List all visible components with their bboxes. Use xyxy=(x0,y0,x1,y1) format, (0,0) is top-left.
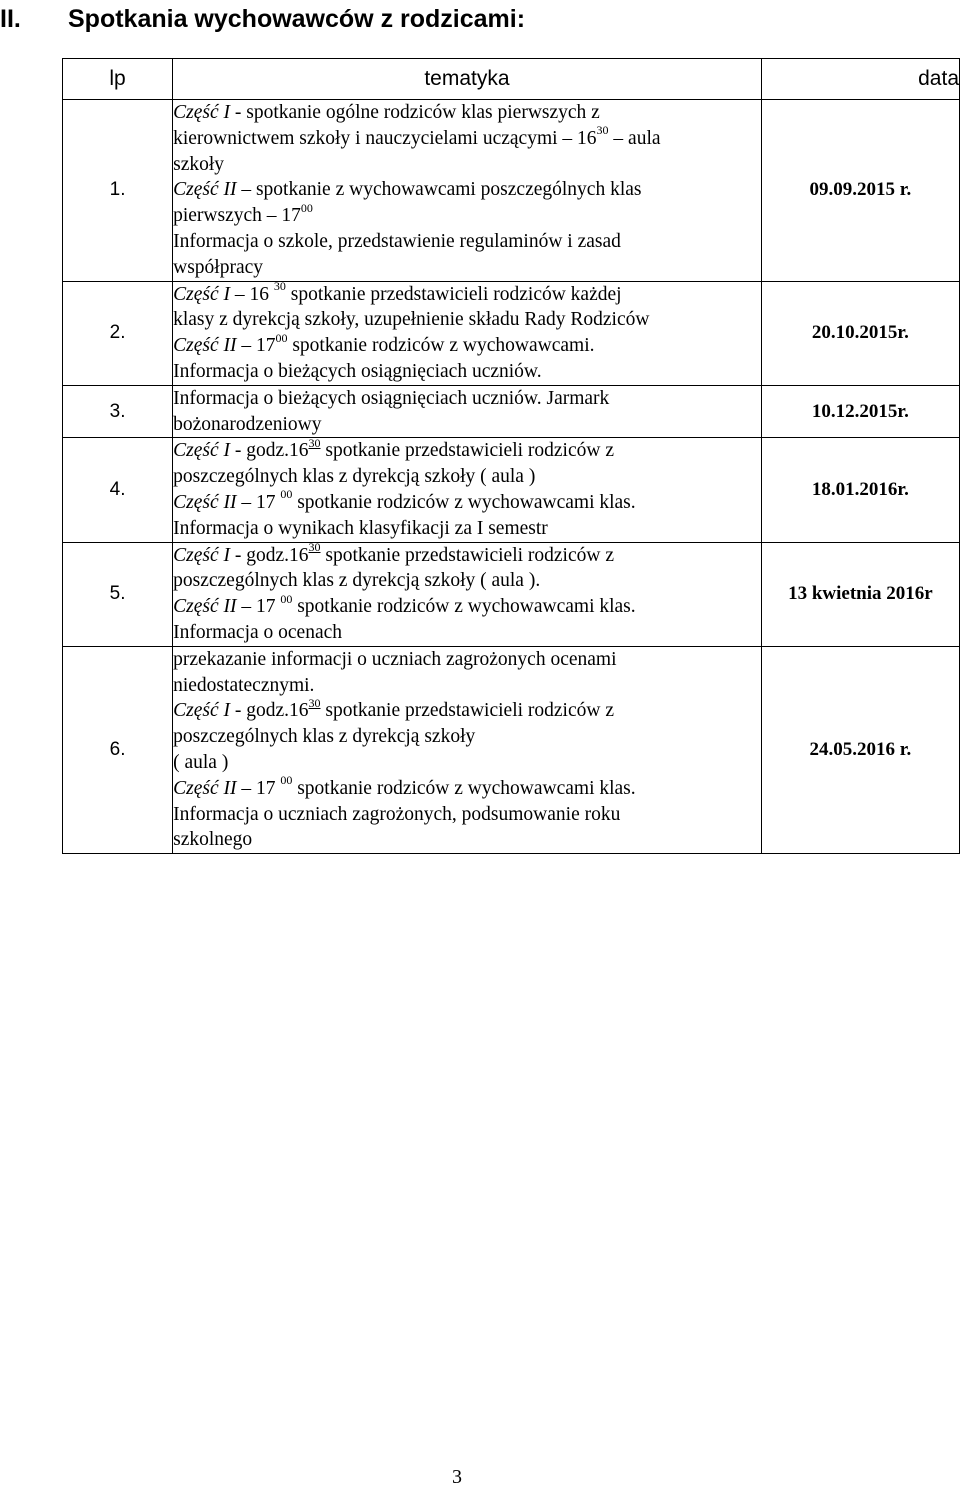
topic-text: niedostatecznymi. xyxy=(173,674,315,696)
topic-text-tail: spotkanie rodziców z wychowawcami. xyxy=(287,335,595,357)
topic-text: - godz.16 xyxy=(229,700,309,722)
part-label: Część II xyxy=(173,596,237,618)
table-row xyxy=(63,646,960,853)
topic-line xyxy=(173,487,761,516)
topic-line xyxy=(173,330,761,359)
topic-line xyxy=(173,647,761,673)
time-minutes: 00 xyxy=(280,591,293,606)
topic-text: – spotkanie z wychowawcami poszczególnych klas xyxy=(236,179,642,201)
topic-text: – 17 xyxy=(236,596,281,618)
table-row xyxy=(63,438,960,542)
topic-text: Informacja o bieżących osiągnięciach uczniów. xyxy=(173,360,542,382)
page-number: 3 xyxy=(452,1466,462,1488)
time-minutes: 00 xyxy=(280,773,293,788)
part-label: Część I xyxy=(173,544,230,566)
topic-text: poszczególnych klas z dyrekcją szkoły ( aula ). xyxy=(173,570,541,592)
topic-text: kierownictwem szkoły i nauczycielami uczącymi – 16 xyxy=(173,127,597,149)
row-tematyka xyxy=(173,385,762,438)
row-tematyka xyxy=(173,646,762,853)
part-label: Część II xyxy=(173,777,237,799)
time-minutes: 30 xyxy=(308,540,321,555)
topic-line xyxy=(173,620,761,646)
topic-text: szkoły xyxy=(173,153,225,175)
row-lp: 1. xyxy=(63,100,173,282)
topic-line xyxy=(173,255,761,281)
topic-line xyxy=(173,724,761,750)
topic-line xyxy=(173,750,761,776)
topic-text: Informacja o bieżących osiągnięciach uczniów. Jarmark xyxy=(173,387,610,409)
topic-line xyxy=(173,200,761,229)
topic-line xyxy=(173,464,761,490)
topic-line xyxy=(173,435,761,464)
row-tematyka xyxy=(173,542,762,646)
topic-text: poszczególnych klas z dyrekcją szkoły xyxy=(173,726,476,748)
topic-line xyxy=(173,568,761,594)
part-label: Część II xyxy=(173,491,237,513)
row-tematyka xyxy=(173,100,762,282)
topic-line xyxy=(173,229,761,255)
topic-text: pierwszych – 17 xyxy=(173,205,301,227)
section-heading xyxy=(0,0,960,40)
part-label: Część II xyxy=(173,179,237,201)
row-date: 18.01.2016r. xyxy=(761,438,959,542)
topic-text: – 17 xyxy=(236,335,276,357)
section-number: II. xyxy=(0,5,21,33)
table-header-row xyxy=(63,59,960,100)
time-minutes: 30 xyxy=(273,279,286,294)
row-lp: 4. xyxy=(63,438,173,542)
topic-line xyxy=(173,386,761,412)
topic-line xyxy=(173,177,761,203)
topic-line xyxy=(173,359,761,385)
row-date: 20.10.2015r. xyxy=(761,281,959,385)
topic-line xyxy=(173,673,761,699)
part-label: Część I xyxy=(173,283,230,305)
header-tematyka: tematyka xyxy=(173,59,762,100)
row-tematyka xyxy=(173,281,762,385)
row-lp: 3. xyxy=(63,385,173,438)
topic-line xyxy=(173,123,761,152)
section-title: Spotkania wychowawców z rodzicami: xyxy=(68,5,526,33)
topic-text: Informacja o wynikach klasyfikacji za I semestr xyxy=(173,517,548,539)
topic-line xyxy=(173,827,761,853)
header-data: data xyxy=(761,59,959,100)
topic-text: bożonarodzeniowy xyxy=(173,413,322,435)
topic-text: – 16 xyxy=(229,283,274,305)
header-lp: lp xyxy=(63,59,173,100)
topic-text: klasy z dyrekcją szkoły, uzupełnienie składu Rady Rodziców xyxy=(173,309,650,331)
topic-text: przekazanie informacji o uczniach zagrożonych ocenami xyxy=(173,648,617,670)
topic-text-tail: spotkanie przedstawicieli rodziców każdej xyxy=(285,283,622,305)
topic-line xyxy=(173,773,761,802)
topic-text: – 17 xyxy=(236,777,281,799)
time-minutes: 00 xyxy=(275,330,288,345)
table-row xyxy=(63,281,960,385)
topic-line xyxy=(173,540,761,569)
topic-text: – 17 xyxy=(236,491,281,513)
topic-line xyxy=(173,516,761,542)
topic-text: Informacja o uczniach zagrożonych, podsumowanie roku xyxy=(173,803,621,825)
table-row xyxy=(63,385,960,438)
topic-line xyxy=(173,100,761,126)
part-label: Część I xyxy=(173,102,230,123)
topic-line xyxy=(173,152,761,178)
topic-line xyxy=(173,591,761,620)
row-lp: 6. xyxy=(63,646,173,853)
table-row xyxy=(63,542,960,646)
topic-line xyxy=(173,279,761,308)
part-label: Część I xyxy=(173,440,230,462)
topic-text: - godz.16 xyxy=(229,440,309,462)
topic-text: - godz.16 xyxy=(229,544,309,566)
topic-line xyxy=(173,695,761,724)
topic-text: współpracy xyxy=(173,256,264,278)
row-date: 24.05.2016 r. xyxy=(761,646,959,853)
row-lp: 2. xyxy=(63,281,173,385)
topic-text-tail: spotkanie przedstawicieli rodziców z xyxy=(320,440,614,462)
row-date: 09.09.2015 r. xyxy=(761,100,959,282)
time-minutes: 00 xyxy=(300,200,313,215)
topic-text: ( aula ) xyxy=(173,751,229,773)
topic-line xyxy=(173,412,761,438)
topic-text: Informacja o ocenach xyxy=(173,621,343,643)
time-minutes: 00 xyxy=(280,487,293,502)
row-date: 10.12.2015r. xyxy=(761,385,959,438)
topic-text: poszczególnych klas z dyrekcją szkoły ( aula ) xyxy=(173,466,536,488)
topic-text-tail: spotkanie przedstawicieli rodziców z xyxy=(320,700,614,722)
row-tematyka xyxy=(173,435,762,542)
time-minutes: 30 xyxy=(596,123,609,138)
time-minutes: 30 xyxy=(308,435,321,450)
topic-text: szkolnego xyxy=(173,829,253,851)
meetings-table xyxy=(62,58,960,854)
topic-text-tail: – aula xyxy=(608,127,661,149)
topic-text-tail: spotkanie rodziców z wychowawcami klas. xyxy=(292,777,636,799)
topic-text-tail: spotkanie rodziców z wychowawcami klas. xyxy=(292,596,636,618)
topic-line xyxy=(173,802,761,828)
row-lp: 5. xyxy=(63,542,173,646)
topic-text: - spotkanie ogólne rodziców klas pierwszych z xyxy=(229,102,600,123)
part-label: Część II xyxy=(173,335,237,357)
time-minutes: 30 xyxy=(308,695,321,710)
topic-text-tail: spotkanie rodziców z wychowawcami klas. xyxy=(292,491,636,513)
table-row xyxy=(63,100,960,282)
part-label: Część I xyxy=(173,700,230,722)
topic-text: Informacja o szkole, przedstawienie regulaminów i zasad xyxy=(173,230,621,252)
row-date: 13 kwietnia 2016r xyxy=(761,542,959,646)
topic-text-tail: spotkanie przedstawicieli rodziców z xyxy=(320,544,614,566)
topic-line xyxy=(173,307,761,333)
